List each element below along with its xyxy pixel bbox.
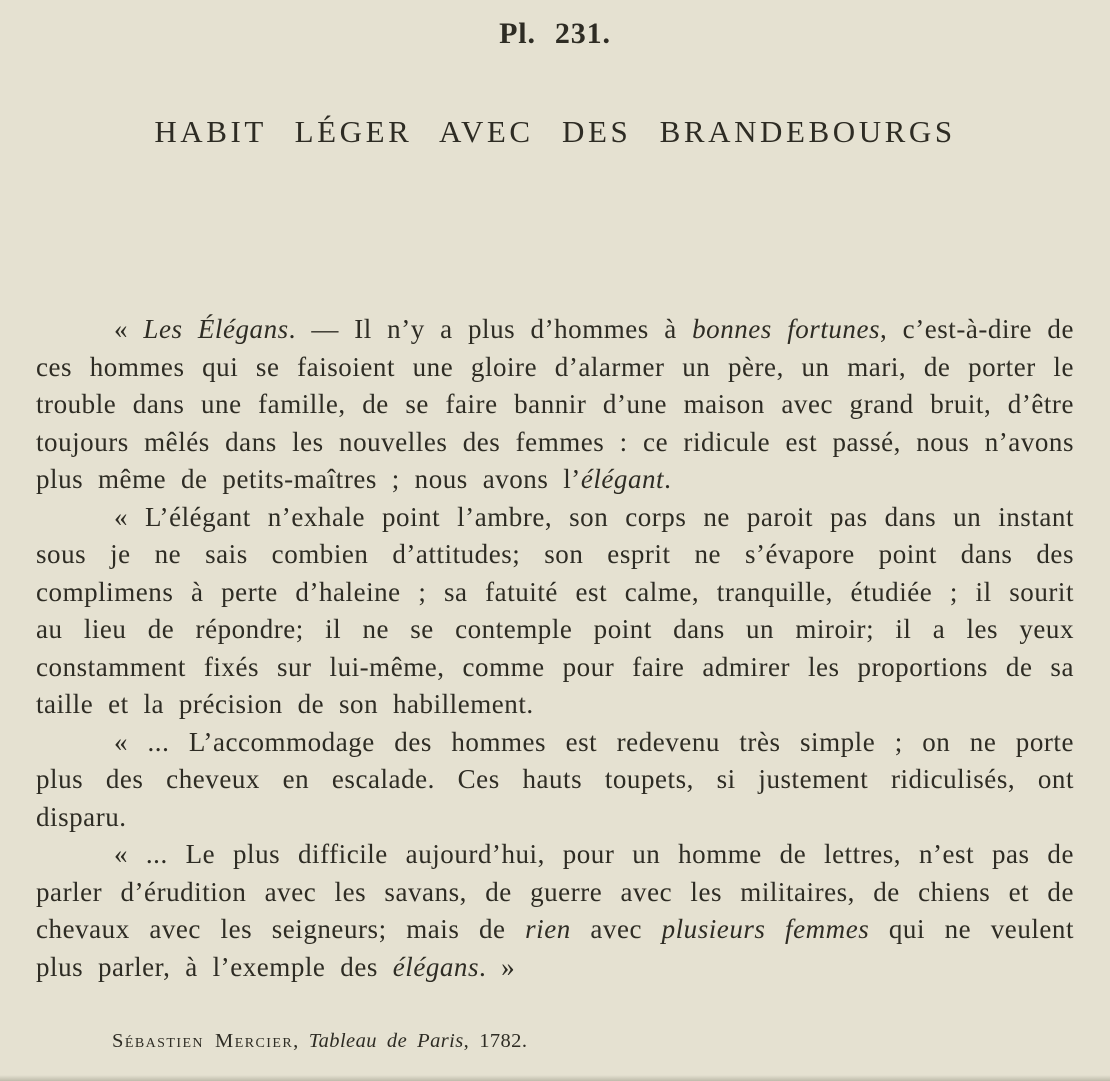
text-run: Tableau de Paris [308,1030,464,1052]
paragraph [36,499,1074,724]
paragraph [36,311,1074,499]
text-run: . — Il n’y a plus d’hommes à [288,314,693,344]
text-run: qui ne veulent plus parler, à l’exemple des [36,914,1075,982]
paragraph [36,724,1074,837]
citation [112,1030,527,1053]
scan-edge-shadow [0,1075,1110,1081]
text-run: « L’élégant n’exhale point l’ambre, son corps ne paroit pas dans un instant sous je ne sais combien d’attitudes; son esprit ne s’évapore point dans des complimens à perte d’haleine ; sa fatuité est calme, tranquille, étudiée ; il sourit au lieu de répondre; il ne se contemple point dans un miroir; il a les yeux constamment fixés sur lui-même, comme pour faire admirer les proportions de sa taille et la précision de son habillement. [36,501,1074,719]
paragraph [36,836,1074,986]
text-run: . [664,464,672,494]
text-run: . » [479,951,516,982]
text-run: élégant [580,464,665,494]
text-run: , c’est-à-dire de ces hommes qui se faisoient une gloire d’alarmer un père, un mari, de porter le trouble dans une famille, de se faire bannir d’une maison avec grand bruit, d’être toujours mêlés dans les nouvelles des femmes : ce ridicule est passé, nous n’avons plus même de petits-maîtres ; nous avons l’ [36,314,1074,494]
text-run: bonnes fortunes [692,314,881,344]
text-run: , [293,1030,309,1052]
text-run: avec [570,914,662,944]
page-title: HABIT LÉGER AVEC DES BRANDEBOURGS [154,114,956,149]
text-run: plusieurs femmes [661,914,870,944]
text-run: élégans [392,951,480,982]
text-run: « ... L’accommodage des hommes est redevenu très simple ; on ne porte plus des cheveux en escalade. Ces hauts toupets, si justement ridiculisés, ont disparu. [36,726,1074,832]
text-run: , 1782. [463,1030,528,1052]
text-run: Sébastien Mercier [112,1030,294,1052]
text-run: Les Élégans [143,314,289,344]
text-run: rien [525,914,571,944]
paragraphs [0,311,1110,986]
text-run: « [114,314,144,344]
text-run: « ... Le plus difficile aujourd’hui, pour un homme de lettres, n’est pas de parler d’érudition avec les savans, de guerre avec les militaires, de chiens et de chevaux avec les seigneurs; mais de [36,839,1074,944]
plate-number: Pl. 231. [499,17,611,50]
